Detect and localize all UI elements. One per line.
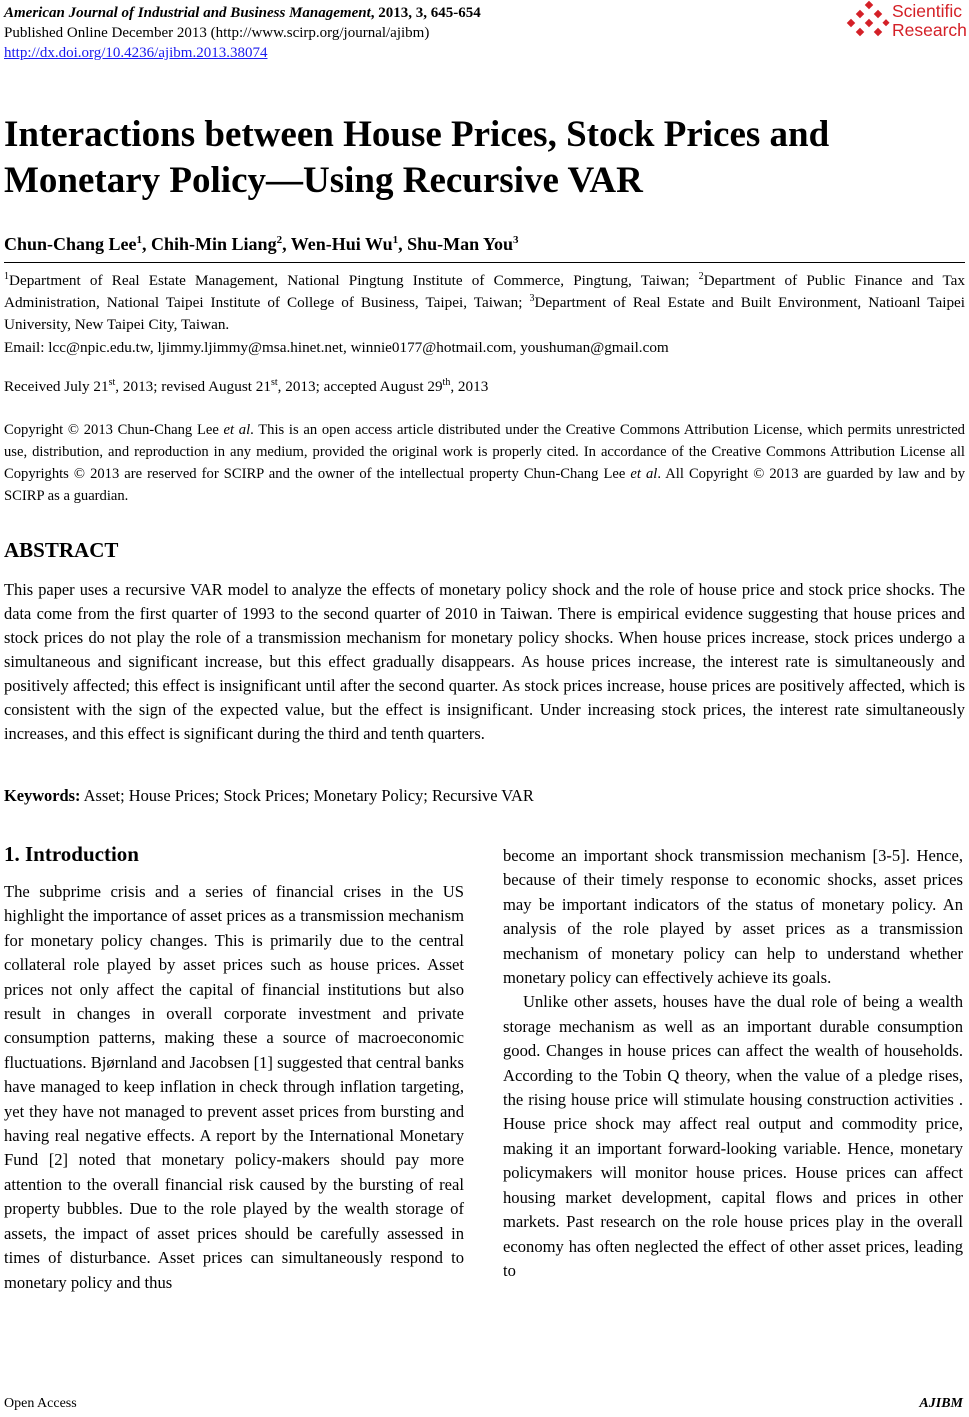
journal-citation-line: [4, 3, 481, 23]
author: Chih-Min Liang$^2$,: [151, 234, 291, 254]
abstract-text: This paper uses a recursive VAR model to analyze the effects of monetary policy shock and the role of house price and stock price shocks. The data come from the first quarter of 1993 to the second quarter of 2010 in Taiwan. There is empirical evidence suggesting that house prices and stock prices do not play the role of a transmission mechanism for monetary policy shocks. When house prices increase, stock prices undergo a simultaneous and significant increase, but this effect gradually disappears. As house prices increase, the interest rate is simultaneously and positively affected; this effect is insignificant until after the second quarter. As stock prices increase, house prices are positively affected, which is consistent with the sign of the expected value, but the effect is insignificant. Under increasing stock prices, the interest rate simultaneously increases, and this effect is significant during the third and tenth quarters.: [4, 580, 965, 743]
left-column: [4, 880, 464, 1295]
author: Shu-Man You$^3$: [407, 234, 519, 254]
author-list: [4, 234, 519, 255]
footer-journal-abbrev: AJIBM: [919, 1396, 963, 1411]
paper-title: Interactions between House Prices, Stock Prices and Monetary Policy—Using Recursive VAR: [4, 114, 830, 201]
doi-link[interactable]: http://dx.doi.org/10.4236/ajibm.2013.38074: [4, 45, 268, 61]
keywords-label: Keywords:: [4, 786, 81, 805]
published-online-line: Published Online December 2013 (http://www.scirp.org/journal/ajibm): [4, 25, 430, 41]
logo-line-2: Research: [892, 20, 967, 40]
keywords: [4, 785, 965, 807]
footer-open-access: Open Access: [4, 1396, 77, 1411]
abstract-heading: ABSTRACT: [4, 538, 119, 562]
copyright-notice: Copyright © 2013 Chun-Chang Lee et al. This is an open access article distributed under the Creative Commons Attribution License, which permits unrestricted use, distribution, and reproduction in any medium, provided the original work is properly cited. In accordance of the Creative Commons Attribution License all Copyrights © 2013 are reserved for SCIRP and the owner of the intellectual property Chun-Chang Lee et al. All Copyright © 2013 are guarded by law and by SCIRP as a guardian.: [4, 422, 965, 504]
journal-name: American Journal of Industrial and Business Management: [4, 5, 371, 21]
right-column: [503, 844, 963, 1283]
author-divider: [4, 262, 965, 263]
journal-volume-pages: , 2013, 3, 645-654: [370, 5, 481, 21]
received-dates: Received July 21st, 2013; revised August 21st, 2013; accepted August 29th, 2013: [4, 376, 489, 395]
scirp-logo-text: [892, 2, 967, 40]
author-emails: Email: lcc@npic.edu.tw, ljimmy.ljimmy@msa.hinet.net, winnie0177@hotmail.com, youshuman@gmail.com: [4, 339, 669, 356]
paragraph: The subprime crisis and a series of financial crises in the US highlight the importance of asset prices as a transmission mechanism for monetary policy changes. This is primarily due to the central collateral role played by asset prices such as house prices. Asset prices not only affect the capital of financial institutions but also result in changes in overall corporate investment and private consumption patterns, making these a source of macroeconomic fluctuations. Bjørnland and Jacobsen [1] suggested that central banks have managed to keep inflation in check through inflation targeting, yet they have not managed to prevent asset prices from bursting and having real negative effects. A report by the International Monetary Fund [2] noted that monetary policy-makers should pay more attention to the overall financial risk caused by the bursting of real property bubbles. Due to the role played by the wealth storage of assets, the impact of asset prices should be carefully assessed in times of disturbance. Asset prices can simultaneously respond to monetary policy and thus: [4, 882, 464, 1292]
section-heading-introduction: 1. Introduction: [4, 842, 139, 866]
keywords-list: Asset; House Prices; Stock Prices; Monetary Policy; Recursive VAR: [80, 786, 534, 805]
journal-header: [4, 3, 481, 63]
author: Chun-Chang Lee$^1$,: [4, 234, 152, 254]
paragraph: Unlike other assets, houses have the dual role of being a wealth storage mechanism as well as an important durable consumption good. Changes in house prices can affect the wealth of households. According to the Tobin Q theory, when the value of a pledge rises, the rising house price will stimulate housing construction activities . House price shock may affect real output and commodity price, making it an important forward-looking variable. Hence, monetary policymakers will monitor house prices. House prices can affect housing market development, capital flows and prices in other markets. Past research on the role house prices play in the overall economy has often neglected the effect of other asset prices, leading to: [503, 992, 963, 1280]
affiliations: $^1$Department of Real Estate Management, National Pingtung Institute of Commerce, Pingtung, Taiwan; $^2$Department of Public Finance and Tax Administration, National Taipei Institute of College of Business, Taipei, Taiwan; $^3$Department of Real Estate and Built Environment, Natioanl Taipei University, New Taipei City, Taiwan.: [4, 270, 966, 333]
logo-line-1: Scientific: [892, 1, 963, 21]
paragraph: become an important shock transmission mechanism [3-5]. Hence, because of their timely response to economic shocks, asset prices may be important indicators of the status of monetary policy. An analysis of the role played by asset prices as a transmission mechanism of monetary policy can help to understand whether monetary policy can effectively achieve its goals.: [503, 846, 963, 988]
author: Wen-Hui Wu$^1$,: [290, 234, 408, 254]
